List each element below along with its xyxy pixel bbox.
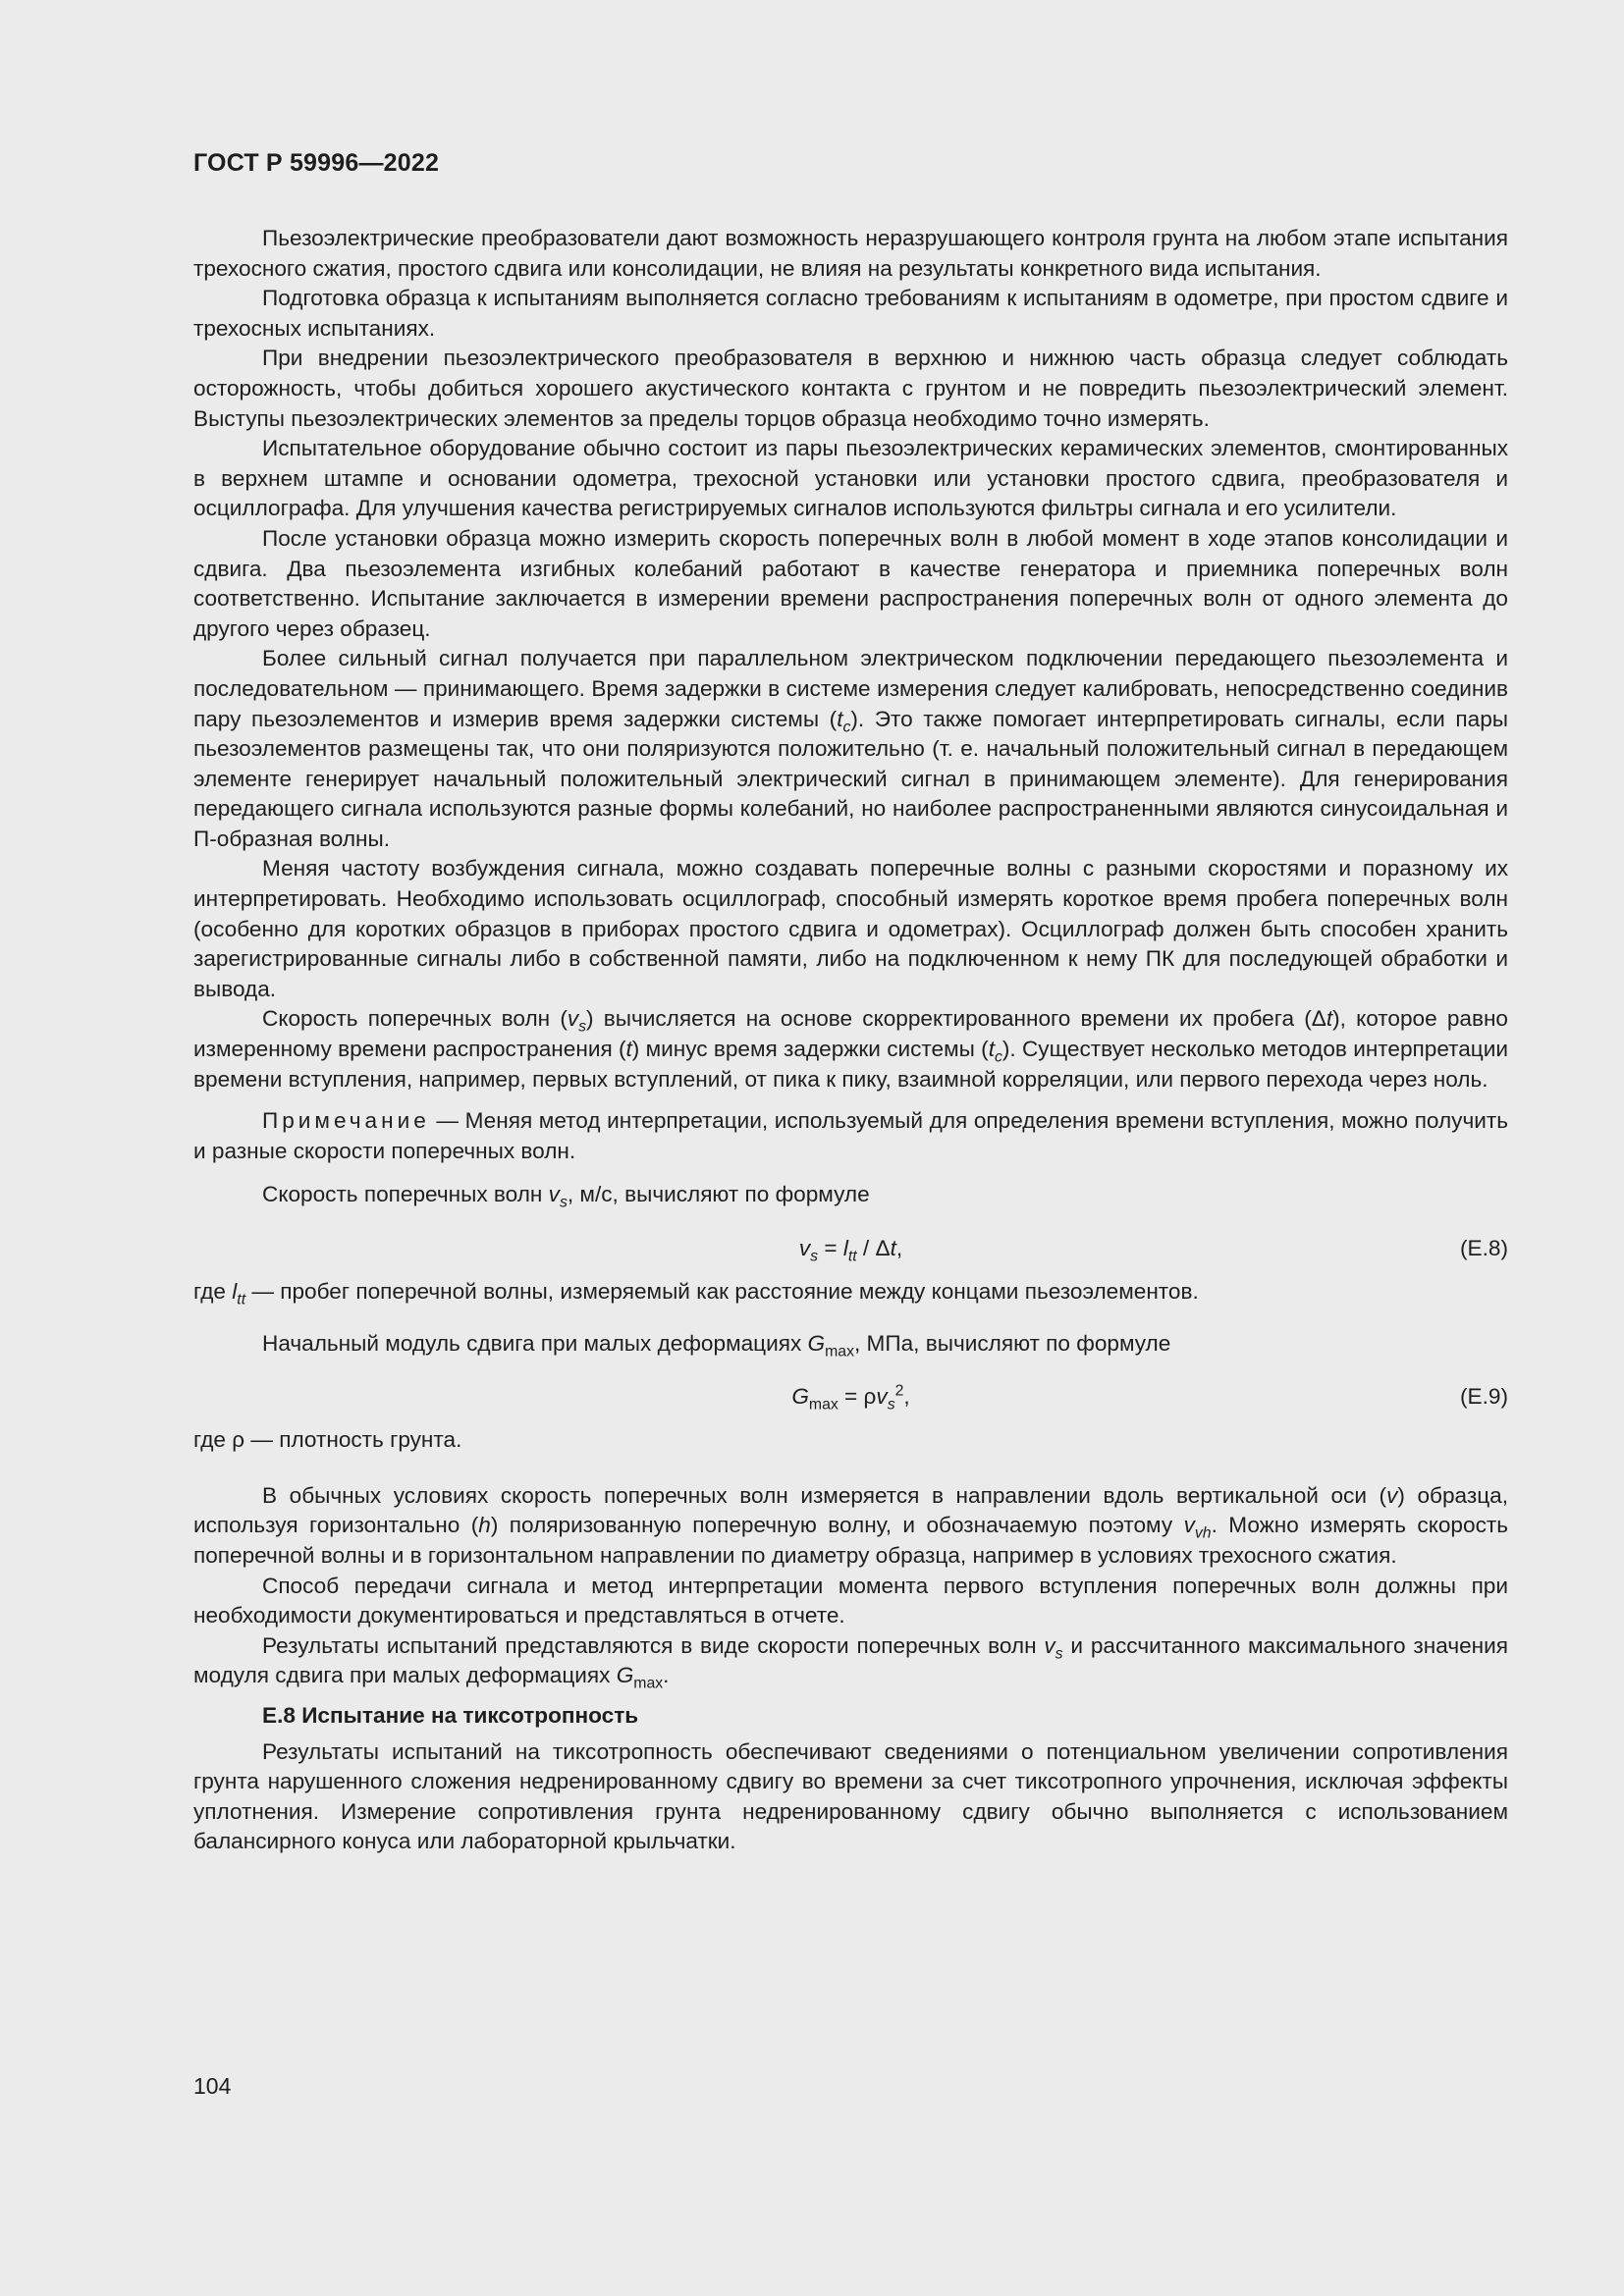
paragraph: Испытательное оборудование обычно состоит из пары пьезоэлектрических керамических элементов, смонтированных в верхнем штампе и основании одометра, трехосной установки или установки простого сдвига, преобразователя и осциллографа. Для улучшения качества регистрируемых сигналов используются фильтры сигнала и его усилители. (193, 436, 1508, 521)
note: Примечание — Меняя метод интерпретации, используемый для определения времени вступления, можно получить и разные скорости поперечных волн. (193, 1108, 1508, 1163)
note-label: Примечание (262, 1108, 430, 1134)
formula-e9 (193, 1382, 1508, 1412)
paragraph: Способ передачи сигнала и метод интерпретации момента первого вступления поперечных волн должны при необходимости документироваться и представляться в отчете. (193, 1573, 1508, 1629)
formula-intro: Начальный модуль сдвига при малых деформациях $G_{max}$, МПа, вычисляют по формуле (262, 1330, 1171, 1361)
paragraph-measurement-direction: В обычных условиях скорость поперечных волн измеряется в направлении вдоль вертикальной оси (v) образца, используя горизонтально (h) поляризованную поперечную волну, и обозначаемую поэтому $v_{vh}$. Можно измерять скорость поперечной волны и в горизонтальном направлении по диаметру образца, например в условиях трехосного сжатия. (193, 1482, 1508, 1568)
formula-number: (Е.9) (1460, 1384, 1508, 1410)
formula-number: (Е.8) (1460, 1236, 1508, 1260)
formula-expression: $G_{max} = \rho v_s^2$, (791, 1382, 910, 1414)
formula-e8 (193, 1234, 1508, 1263)
page-number: 104 (193, 2073, 232, 2099)
formula-explanation: где $l_{tt}$ — пробег поперечной волны, измеряемый как расстояние между концами пьезоэлементов. (193, 1279, 1199, 1308)
formula-explanation: где ρ — плотность грунта. (193, 1427, 462, 1453)
document-body (193, 224, 1508, 1857)
paragraph: При внедрении пьезоэлектрического преобразователя в верхнюю и нижнюю часть образца следует соблюдать осторожность, чтобы добиться хорошего акустического контакта с грунтом и не повредить пьезоэлектрический элемент. Выступы пьезоэлектрических элементов за пределы торцов образца необходимо точно измерять. (193, 346, 1508, 431)
paragraph-delay-calibration: Более сильный сигнал получается при параллельном электрическом подключении передающего пьезоэлемента и последовательном — принимающего. Время задержки в системе измерения следует калибровать, непосредственно соединив пару пьезоэлементов и измерив время задержки системы $(t_c)$. Это также помогает интерпретировать сигналы, если пары пьезоэлементов размещены так, что они поляризуются положительно (т. е. начальный положительный сигнал в передающем элементе генерирует начальный положительный электрический сигнал в принимающем элементе). Для генерирования передающего сигнала используются разные формы колебаний, но наиболее распространенными являются синусоидальная и П-образная волны. (193, 646, 1509, 851)
formula-intro: Скорость поперечных волн $v_s$, м/с, вычисляют по формуле (262, 1182, 870, 1211)
paragraph: Пьезоэлектрические преобразователи дают возможность неразрушающего контроля грунта на любом этапе испытания трехосного сжатия, простого сдвига или консолидации, не влияя на результаты конкретного вида испытания. (193, 226, 1508, 281)
paragraph: Меняя частоту возбуждения сигнала, можно создавать поперечные волны с разными скоростями и поразному их интерпретировать. Необходимо использовать осциллограф, способный измерять короткое время пробега поперечных волн (особенно для коротких образцов в приборах простого сдвига и одометрах). Осциллограф должен быть способен хранить зарегистрированные сигналы либо в собственной памяти, либо на подключенном к нему ПК для последующей обработки и вывода. (193, 856, 1508, 1001)
paragraph-shear-velocity: Скорость поперечных волн $(v_s)$ вычисляется на основе скорректированного времени их пробега (Δt), которое равно измеренному времени распространения (t) минус время задержки системы $(t_c)$. Существует несколько методов интерпретации времени вступления, например, первых вступлений, от пика к пику, взаимной корреляции, или первого перехода через ноль. (193, 1006, 1509, 1092)
paragraph: Результаты испытаний на тиксотропность обеспечивают сведениями о потенциальном увеличении сопротивления грунта нарушенного сложения недренированному сдвигу во времени за счет тиксотропного упрочнения, исключая эффекты уплотнения. Измерение сопротивления грунта недренированному сдвигу обычно выполняется с использованием балансирного конуса или лабораторной крыльчатки. (193, 1738, 1508, 1854)
paragraph-results: Результаты испытаний представляются в виде скорости поперечных волн $v_s$ и рассчитанного максимального значения модуля сдвига при малых деформациях $G_{max}$. (193, 1632, 1508, 1692)
formula-expression: $v_s = l_{tt} / \Delta t$, (798, 1236, 903, 1265)
section-title: Е.8 Испытание на тиксотропность (262, 1702, 639, 1728)
document-header: ГОСТ Р 59996—2022 (193, 149, 440, 177)
paragraph: После установки образца можно измерить скорость поперечных волн в любой момент в ходе этапов консолидации и сдвига. Два пьезоэлемента изгибных колебаний работают в качестве генератора и приемника поперечных волн соответственно. Испытание заключается в измерении времени распространения поперечных волн от одного элемента до другого через образец. (193, 525, 1508, 641)
paragraph: Подготовка образца к испытаниям выполняется согласно требованиям к испытаниям в одометре, при простом сдвиге и трехосных испытаниях. (193, 286, 1508, 341)
